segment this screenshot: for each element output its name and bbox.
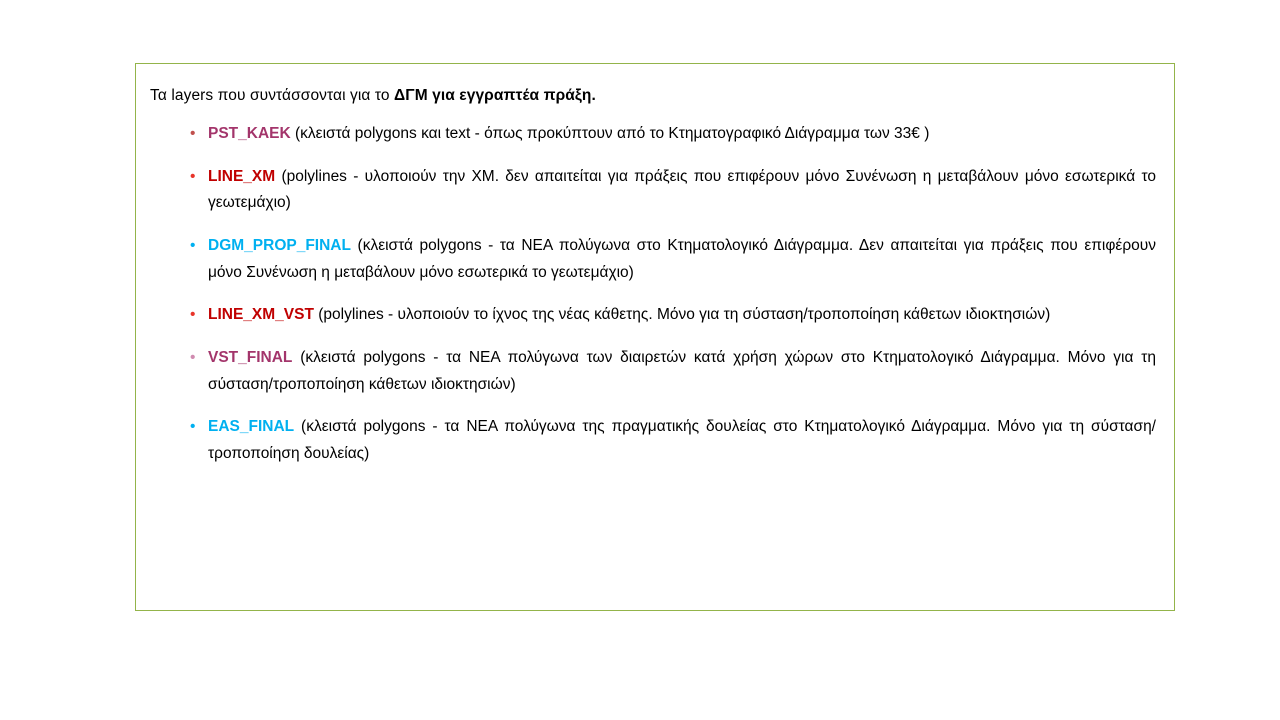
list-item <box>146 302 1156 329</box>
intro-bold: ΔΓΜ για εγγραπτέα πράξη. <box>394 87 596 104</box>
layer-description: (κλειστά polygons και text - όπως προκύπτουν από το Κτηματογραφικό Διάγραμμα των 33€ ) <box>290 124 930 142</box>
bullet-icon: • <box>190 418 196 436</box>
layer-name: LINE_XM_VST <box>208 306 314 324</box>
layer-name: DGM_PROP_FINAL <box>208 236 351 254</box>
list-item <box>146 121 1156 148</box>
bullet-icon: • <box>190 236 196 254</box>
layer-name: LINE_XM <box>208 167 276 185</box>
layers-content-box <box>135 63 1175 611</box>
bullet-icon: • <box>190 167 196 185</box>
bullet-icon: • <box>190 306 196 324</box>
layer-description: (polylines - υλοποιούν την ΧΜ. δεν απαιτείται για πράξεις που επιφέρουν μόνο Συνένωση η μεταβάλουν μόνο εσωτερικά το γεωτεμάχιο) <box>208 167 1156 212</box>
intro-prefix: Τα layers που συντάσσονται για το <box>150 87 395 104</box>
list-item <box>146 233 1156 286</box>
layer-description: (κλειστά polygons - τα ΝΕΑ πολύγωνα στο Κτηματολογικό Διάγραμμα. Δεν απαιτείται για πράξεις που επιφέρουν μόνο Συνένωση η μεταβάλουν μόνο εσωτερικά το γεωτεμάχιο) <box>208 236 1156 281</box>
intro-paragraph <box>150 86 1156 107</box>
list-item <box>146 345 1156 398</box>
bullet-icon: • <box>190 348 196 366</box>
list-item <box>146 414 1156 467</box>
list-item <box>146 164 1156 217</box>
layer-name: EAS_FINAL <box>208 418 295 436</box>
layer-name: VST_FINAL <box>208 348 293 366</box>
layer-description: (κλειστά polygons - τα ΝΕΑ πολύγωνα των διαιρετών κατά χρήση χώρων στο Κτηματολογικό Διάγραμμα. Μόνο για τη σύσταση/τροποποίηση κάθετων ιδιοκτησιών) <box>208 348 1156 393</box>
layer-description: (polylines - υλοποιούν το ίχνος της νέας κάθετης. Μόνο για τη σύσταση/τροποποίηση κάθετων ιδιοκτησιών) <box>313 306 1051 324</box>
bullet-icon: • <box>190 124 196 142</box>
layer-name: PST_KAEK <box>208 124 291 142</box>
layer-description: (κλειστά polygons - τα ΝΕΑ πολύγωνα της πραγματικής δουλείας στο Κτηματολογικό Διάγραμμα. Μόνο για τη σύσταση/τροποποίηση δουλείας) <box>208 418 1156 462</box>
layer-list <box>146 121 1156 468</box>
